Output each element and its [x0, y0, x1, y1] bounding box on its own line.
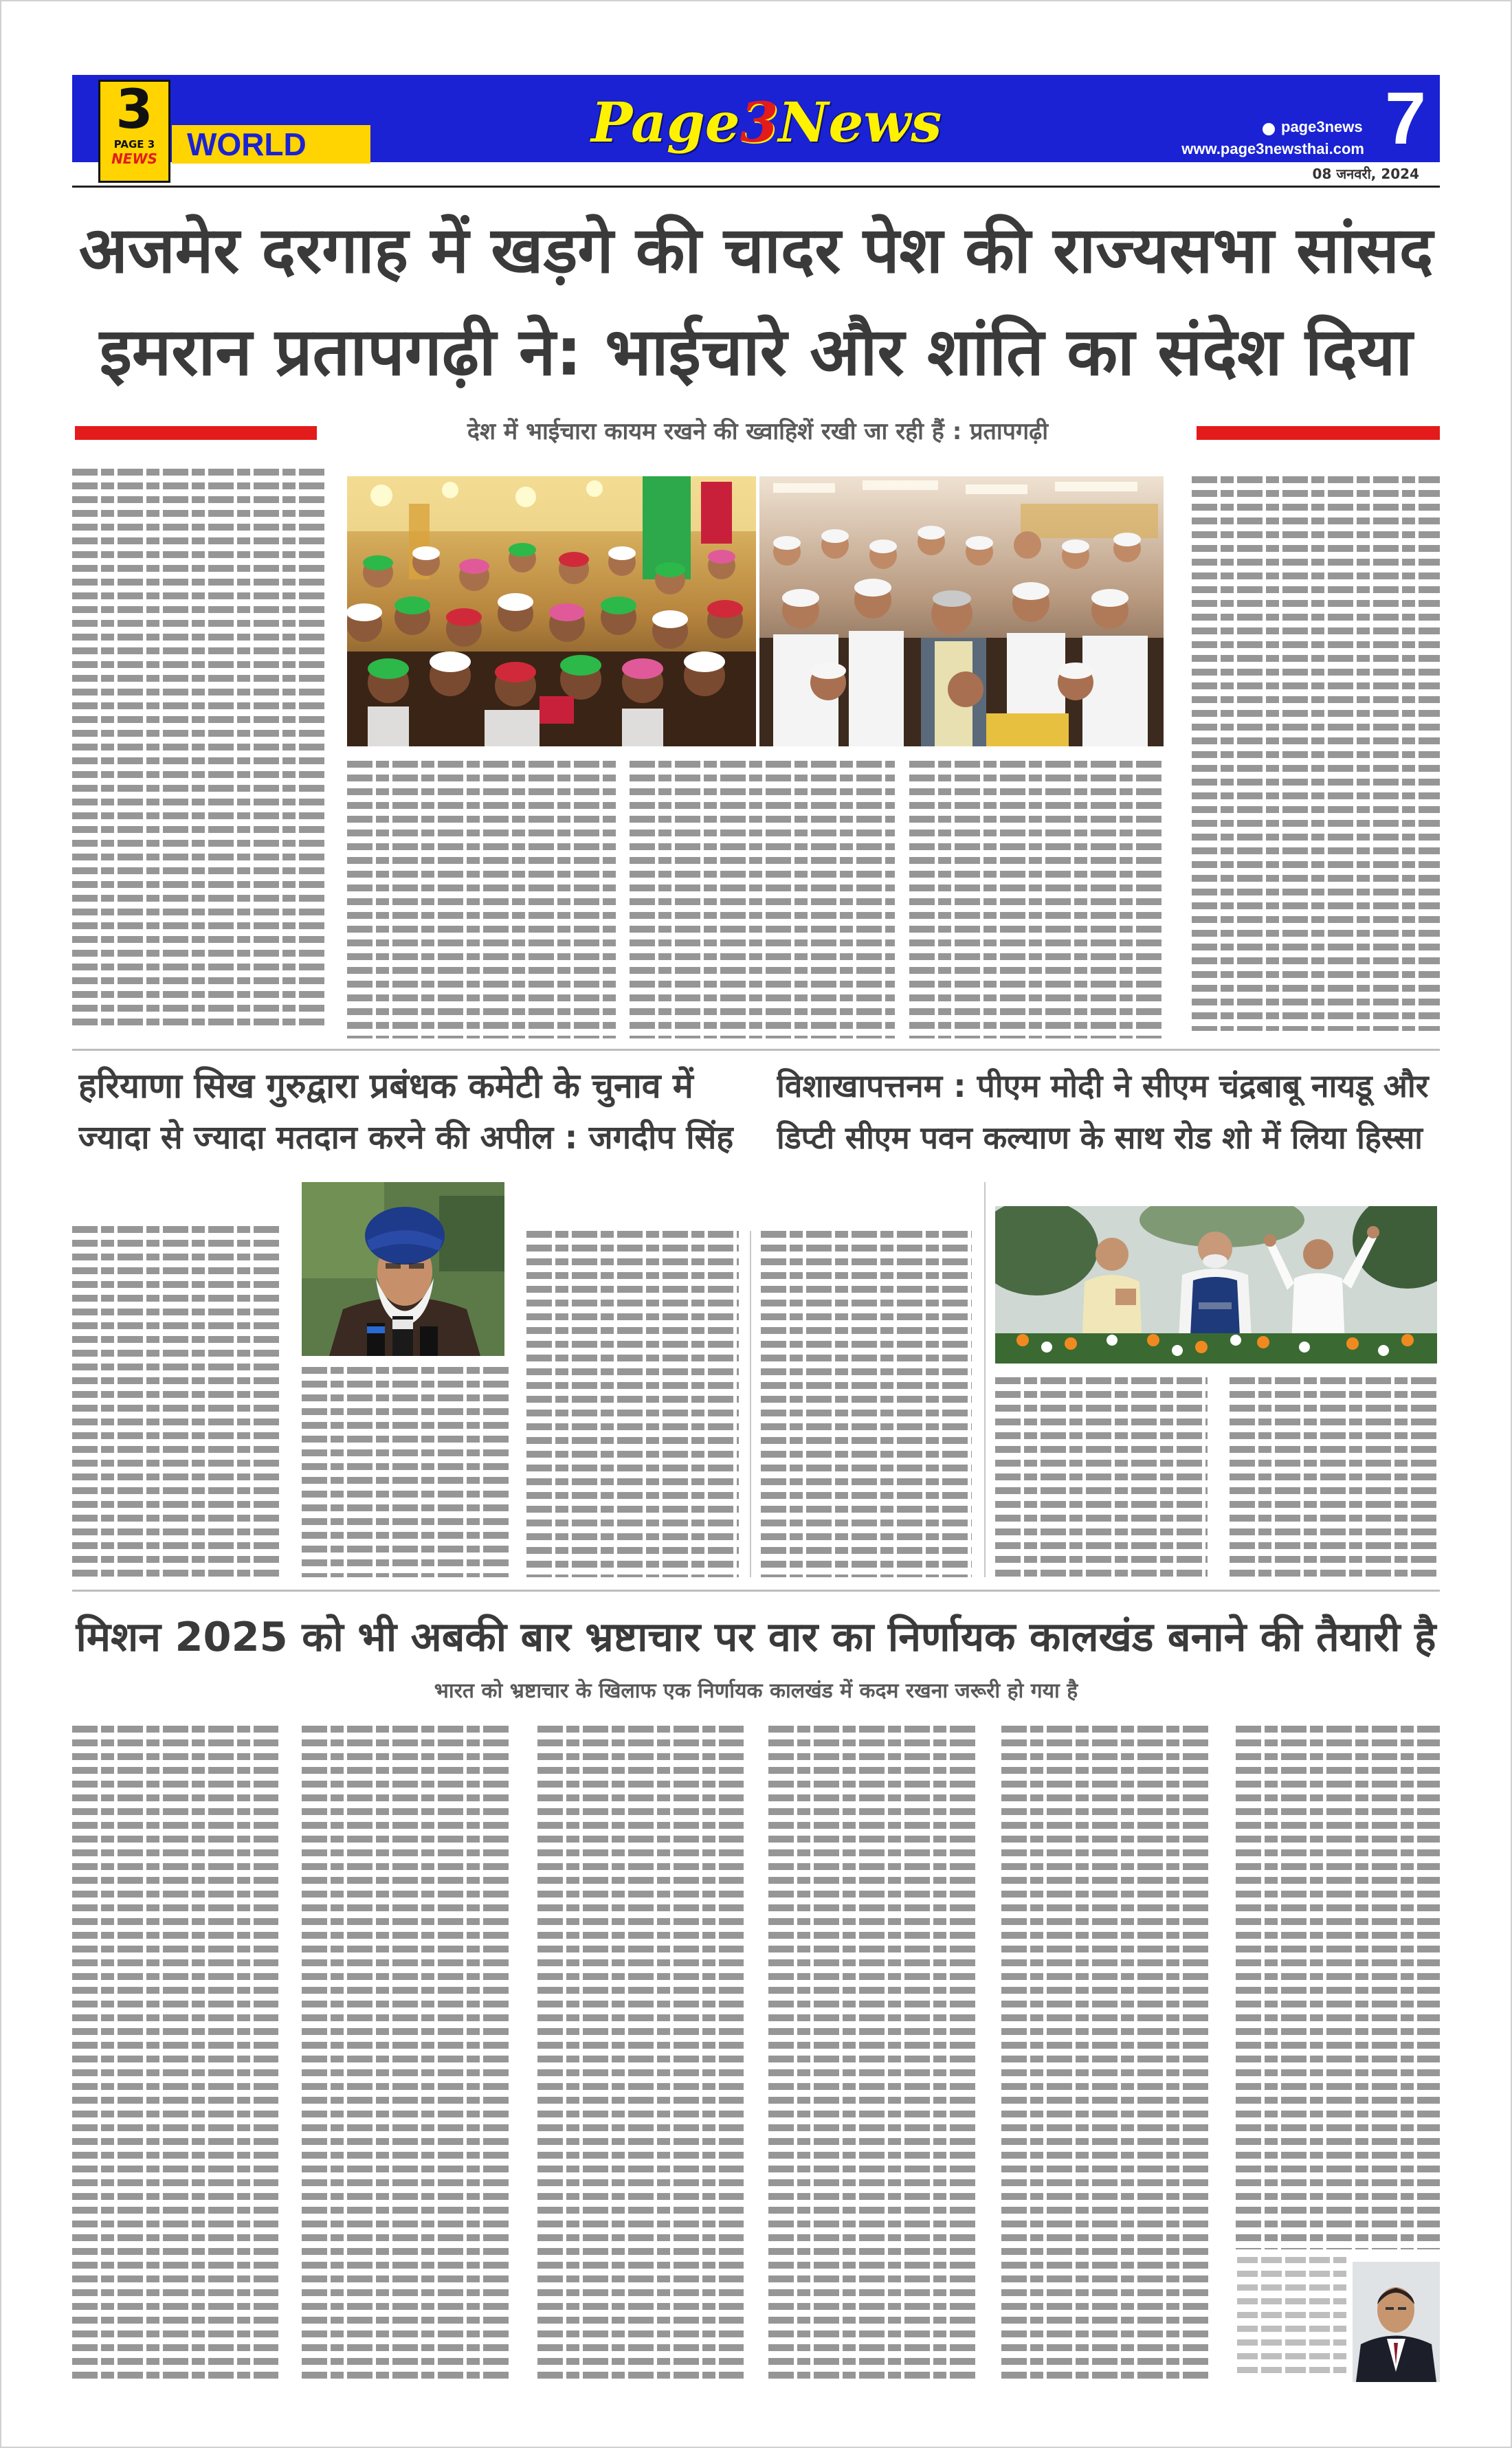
social-dot-icon	[1262, 122, 1276, 136]
lead-subheadline: देश में भाईचारा कायम रखने की ख्वाहिशें रखी जा रही हैं : प्रतापगढ़ी	[467, 418, 1049, 445]
haryana-photo-speaker[interactable]	[302, 1182, 504, 1356]
corruption-body-column-1	[72, 1726, 278, 2382]
title-right: News	[778, 90, 942, 155]
section-divider	[72, 1590, 1440, 1592]
vizag-body-column-2	[995, 1377, 1208, 1577]
column-divider	[984, 1182, 986, 1577]
logo-label-bottom: NEWS	[111, 151, 157, 167]
lead-headline-line2: इमरान प्रतापगढ़ी ने: भाईचारे और शांति का संदेश दिया	[99, 313, 1413, 390]
title-number: 3	[740, 90, 779, 155]
vizag-body-column-1	[761, 1231, 972, 1577]
lead-body-column-1	[72, 469, 328, 1031]
logo-label-top: PAGE 3	[113, 138, 155, 151]
lead-headline-line1: अजमेर दरगाह में खड़गे की चादर पेश की राज्यसभा सांसद	[78, 213, 1434, 287]
lead-body-column-4	[909, 761, 1164, 1038]
lead-photo-gathering[interactable]	[759, 476, 1164, 746]
haryana-body-column-2	[302, 1367, 509, 1577]
masthead-rule	[72, 186, 1440, 188]
author-photo[interactable]	[1353, 2262, 1440, 2382]
corruption-body-column-4	[768, 1726, 978, 2382]
author-byline	[1237, 2257, 1346, 2374]
logo-number: 3	[115, 79, 153, 141]
haryana-body-column-3	[526, 1231, 739, 1577]
lead-body-column-2	[347, 761, 617, 1038]
corruption-body-column-3	[537, 1726, 744, 2382]
page3-logo[interactable]	[98, 80, 170, 183]
lead-body-column-5	[1192, 476, 1440, 1031]
corruption-body-column-6	[1236, 1726, 1440, 2249]
lead-body-column-3	[630, 761, 895, 1038]
page-number: 7	[1384, 76, 1427, 159]
title-left: Page	[591, 90, 740, 155]
haryana-headline-line2: ज्यादा से ज्यादा मतदान करने की अपील : जगदीप सिंह	[78, 1119, 734, 1157]
section-divider	[72, 1049, 1440, 1051]
accent-bar-right	[1197, 426, 1440, 440]
vizag-headline-line2: डिप्टी सीएम पवन कल्याण के साथ रोड शो में लिया हिस्सा	[777, 1120, 1423, 1156]
column-divider	[750, 1231, 751, 1577]
section-label: WORLD	[172, 125, 370, 164]
corruption-subheadline: भारत को भ्रष्टाचार के खिलाफ एक निर्णायक कालखंड में कदम रखना जरूरी हो गया है	[434, 1679, 1078, 1703]
vizag-photo-roadshow[interactable]	[995, 1206, 1437, 1364]
vizag-body-column-3	[1230, 1377, 1440, 1577]
corruption-body-column-2	[302, 1726, 509, 2382]
newspaper-title	[591, 85, 942, 159]
issue-date: 08 जनवरी, 2024	[1312, 166, 1419, 182]
vizag-headline-line1: विशाखापत्तनम : पीएम मोदी ने सीएम चंद्रबाबू नायडू और	[777, 1067, 1429, 1104]
corruption-body-column-5	[1001, 1726, 1209, 2382]
social-handle[interactable]: page3news	[1281, 118, 1363, 135]
haryana-body-column-1	[72, 1226, 281, 1577]
corruption-headline: मिशन 2025 को भी अबकी बार भ्रष्टाचार पर वार का निर्णायक कालखंड बनाने की तैयारी है	[76, 1613, 1436, 1660]
haryana-headline-line1: हरियाणा सिख गुरुद्वारा प्रबंधक कमेटी के चुनाव में	[78, 1066, 693, 1106]
accent-bar-left	[75, 426, 317, 440]
website-link[interactable]: www.page3newsthai.com	[1181, 140, 1364, 157]
lead-photo-dargah-crowd[interactable]	[347, 476, 756, 746]
